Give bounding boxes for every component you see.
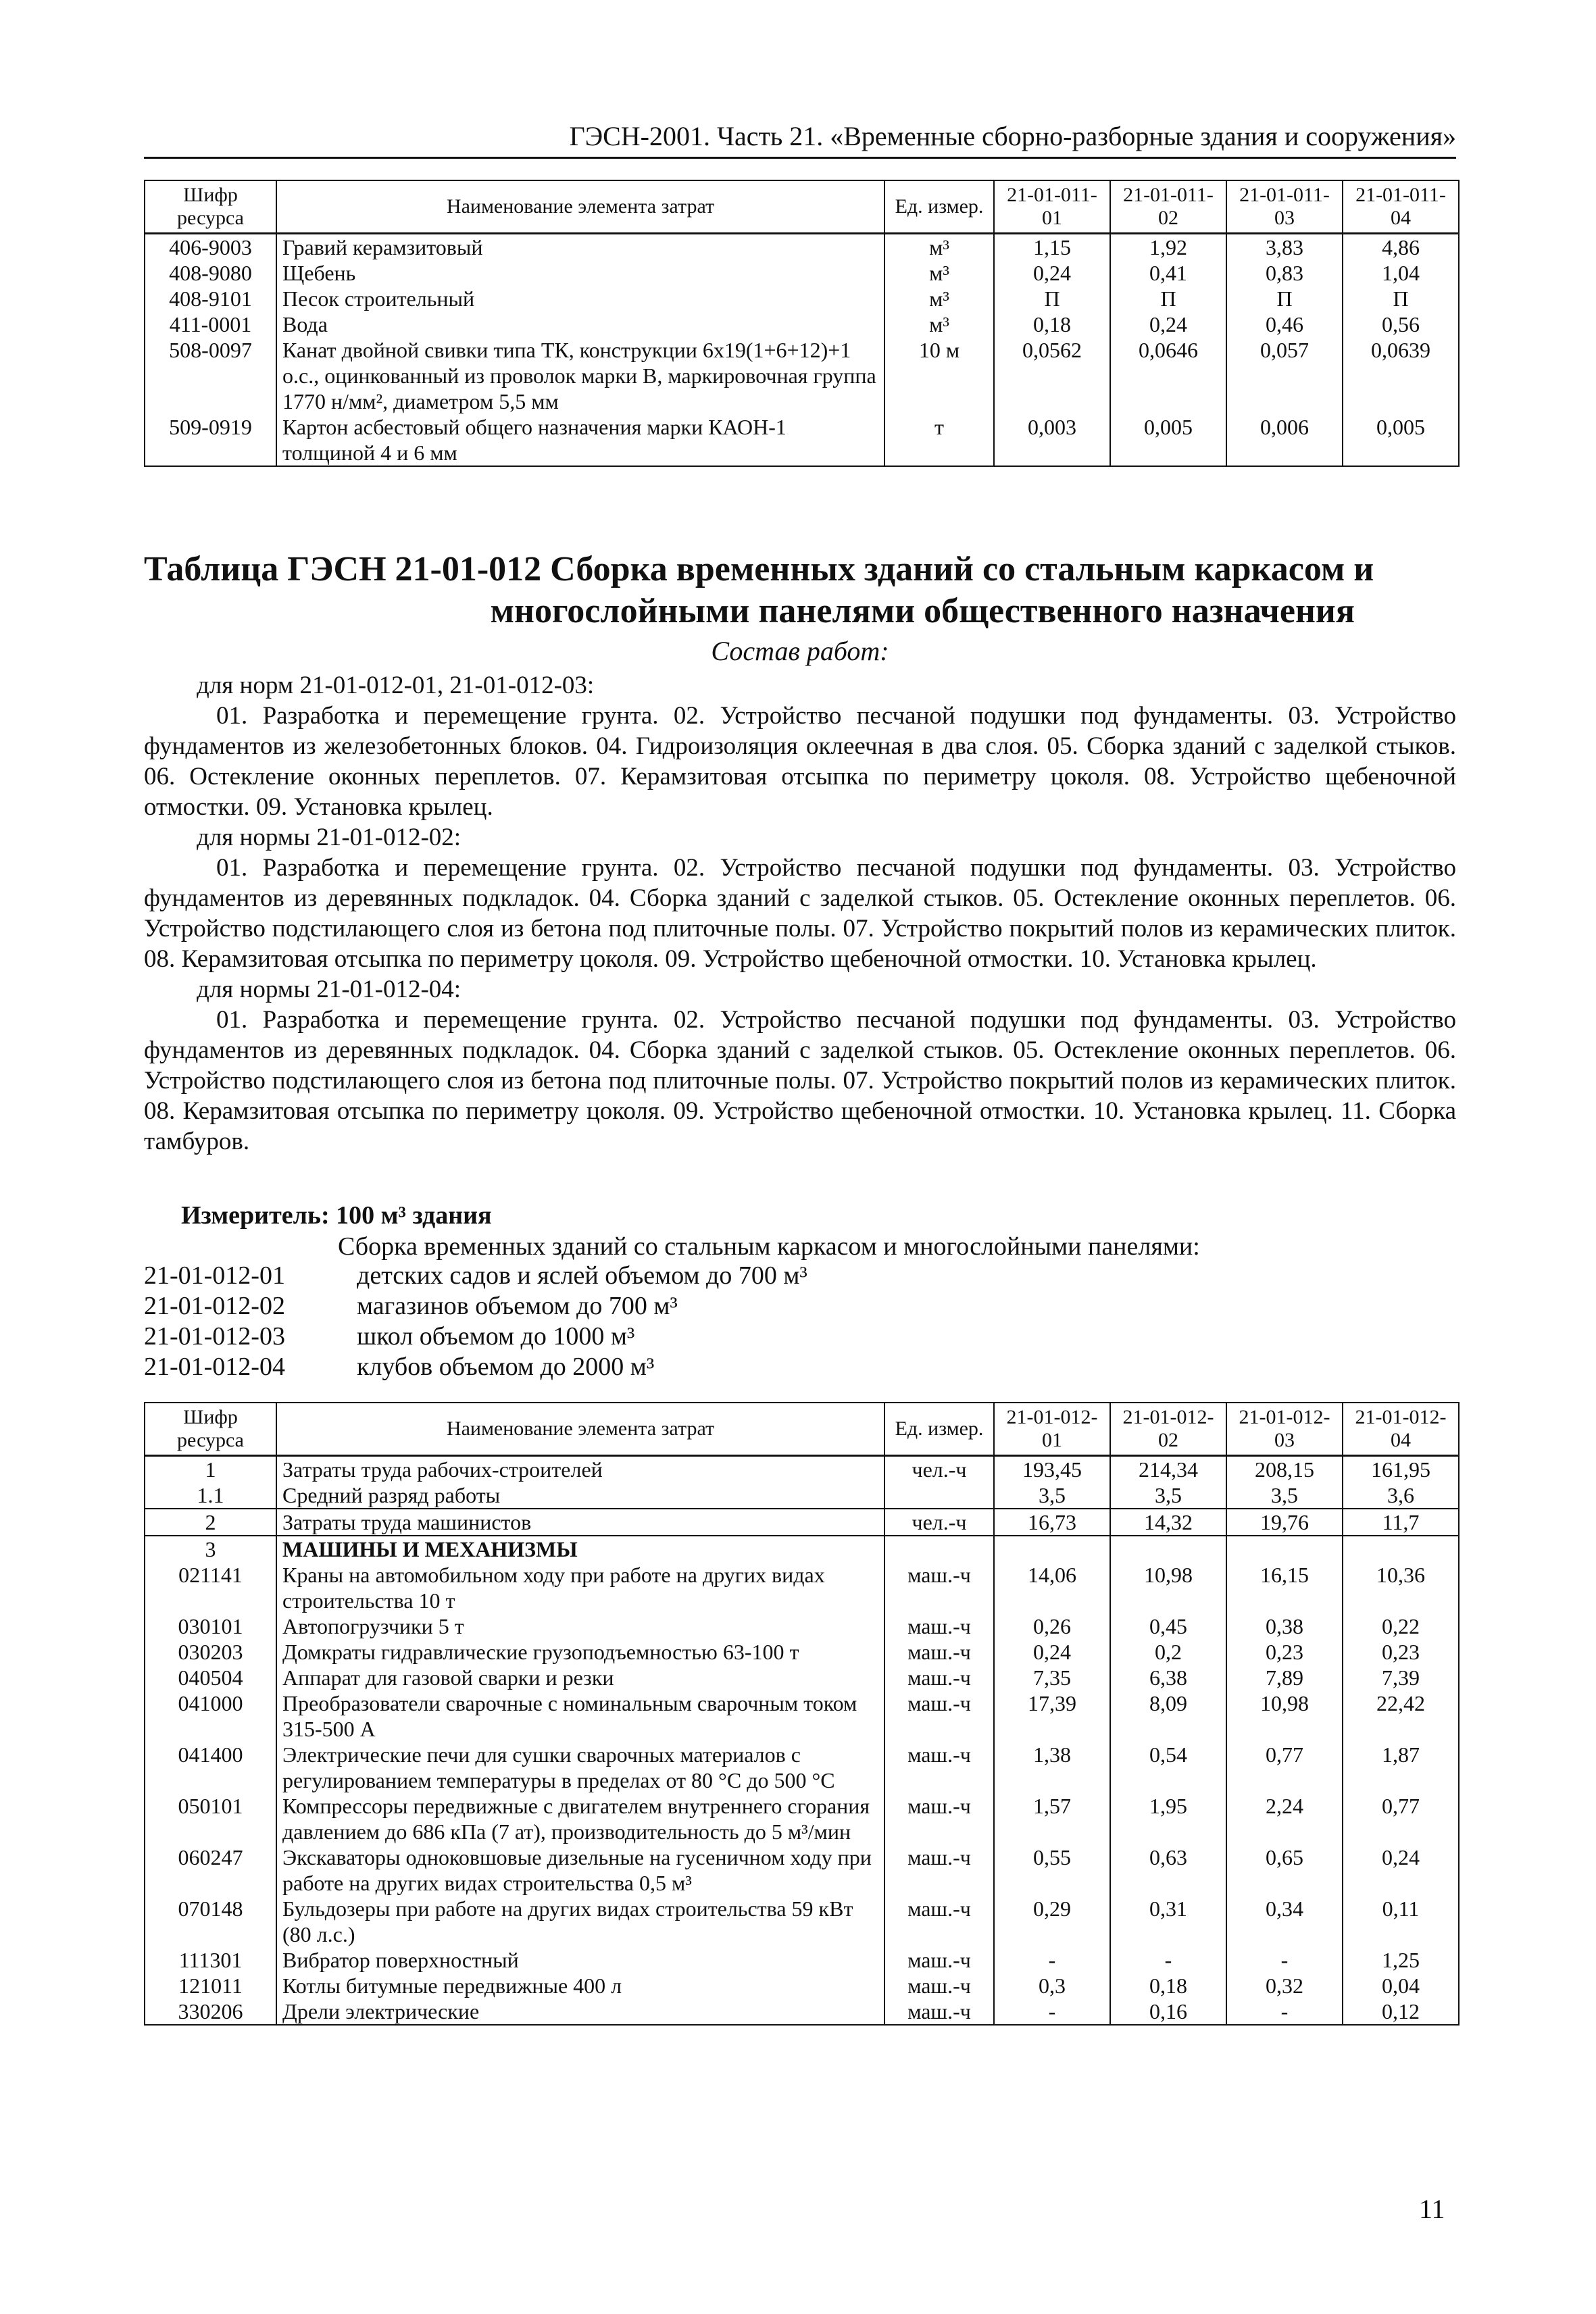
resource-code-cell: 060247: [145, 1844, 276, 1896]
norm-variant-code: 21-01-012-01: [144, 1261, 285, 1290]
norm-value-cell: 0,77: [1343, 1793, 1459, 1844]
cost-element-name-cell: Преобразователи сварочные с номинальным сварочным током 315-500 А: [276, 1690, 884, 1742]
cost-element-name-cell: Картон асбестовый общего назначения марки КАОН-1 толщиной 4 и 6 мм: [276, 414, 884, 466]
unit-cell: м³: [884, 311, 994, 337]
norm-value-cell: 0,65: [1226, 1844, 1343, 1896]
resource-code-cell: 408-9101: [145, 286, 276, 311]
norm-value-cell: П: [1226, 286, 1343, 311]
works-list: 01. Разработка и перемещение грунта. 02. Устройство песчаной подушки под фундаменты. 03. Устройство фундаментов из деревянных подкладок. 04. Сборка зданий с заделкой стыков. 05. Остекление оконных переплетов. 06. Устройство подстилающего слоя из бетона под плиточные полы. 07. Устройство покрытий полов из керамических плиток. 08. Керамзитовая отсыпка по периметру цоколя. 09. Устройство щебеночной отмостки. 10. Установка крылец.: [144, 854, 1456, 973]
norm-value-cell: 0,003: [994, 414, 1110, 466]
norm-value-cell: 1,92: [1110, 234, 1226, 261]
table-row: [145, 311, 1459, 337]
resource-code-cell: 050101: [145, 1793, 276, 1844]
unit-cell: маш.-ч: [884, 1896, 994, 1947]
column-header: Шифр ресурса: [145, 1403, 276, 1456]
norm-value-cell: 10,98: [1226, 1690, 1343, 1742]
unit-cell: т: [884, 414, 994, 466]
unit-cell: маш.-ч: [884, 1793, 994, 1844]
column-header: 21-01-012-01: [994, 1403, 1110, 1456]
norm-value-cell: 3,5: [1110, 1482, 1226, 1509]
norm-value-cell: 8,09: [1110, 1690, 1226, 1742]
column-header: Ед. измер.: [884, 180, 994, 234]
table-row: [145, 1844, 1459, 1896]
resource-code-cell: 030101: [145, 1613, 276, 1639]
table-row: [145, 1562, 1459, 1613]
norm-value-cell: 0,0646: [1110, 337, 1226, 414]
table-row: [145, 1690, 1459, 1742]
norm-value-cell: 0,006: [1226, 414, 1343, 466]
resource-code-cell: 408-9080: [145, 260, 276, 286]
column-header: Наименование элемента затрат: [276, 180, 884, 234]
norm-variant-code: 21-01-012-02: [144, 1292, 285, 1320]
cost-element-name-cell: Вибратор поверхностный: [276, 1947, 884, 1973]
norm-value-cell: 14,32: [1110, 1509, 1226, 1536]
norm-value-cell: -: [1226, 1947, 1343, 1973]
cost-element-name-cell: Автопогрузчики 5 т: [276, 1613, 884, 1639]
norm-value-cell: 3,6: [1343, 1482, 1459, 1509]
norm-value-cell: -: [1226, 1998, 1343, 2025]
table-row: [145, 1947, 1459, 1973]
norm-variant: [144, 1352, 807, 1382]
norm-variant-code: 21-01-012-04: [144, 1353, 285, 1381]
cost-element-name-cell: Котлы битумные передвижные 400 л: [276, 1973, 884, 1998]
norm-variant-text: клубов объемом до 2000 м³: [357, 1353, 655, 1381]
table-row: [145, 1998, 1459, 2025]
norm-value-cell: 0,29: [994, 1896, 1110, 1947]
table-row: [145, 1456, 1459, 1483]
table-title-line-1: Таблица ГЭСН 21-01-012 Сборка временных зданий со стальным каркасом и: [144, 550, 1374, 588]
cost-element-name-cell: Дрели электрические: [276, 1998, 884, 2025]
works-list: 01. Разработка и перемещение грунта. 02. Устройство песчаной подушки под фундаменты. 03. Устройство фундаментов из деревянных подкладок. 04. Сборка зданий с заделкой стыков. 05. Остекление оконных переплетов. 06. Устройство подстилающего слоя из бетона под плиточные полы. 07. Устройство покрытий полов из керамических плиток. 08. Керамзитовая отсыпка по периметру цоколя. 09. Устройство щебеночной отмостки. 10. Установка крылец. 11. Сборка тамбуров.: [144, 1006, 1456, 1155]
norm-value-cell: 0,23: [1343, 1639, 1459, 1665]
norm-value-cell: 0,31: [1110, 1896, 1226, 1947]
resource-table-011: [144, 180, 1460, 467]
column-header: Наименование элемента затрат: [276, 1403, 884, 1456]
column-header: 21-01-011-02: [1110, 180, 1226, 234]
norm-value-cell: -: [994, 1998, 1110, 2025]
unit-cell: маш.-ч: [884, 1562, 994, 1613]
norm-value-cell: -: [994, 1947, 1110, 1973]
norm-value-cell: 6,38: [1110, 1665, 1226, 1690]
column-header: 21-01-012-03: [1226, 1403, 1343, 1456]
norm-value-cell: 19,76: [1226, 1509, 1343, 1536]
table-title-line-2: многослойными панелями общественного назначения: [490, 592, 1355, 630]
norm-value-cell: 1,87: [1343, 1742, 1459, 1793]
norm-value-cell: 0,54: [1110, 1742, 1226, 1793]
norm-value-cell: 22,42: [1343, 1690, 1459, 1742]
measure-unit: Измеритель: 100 м³ здания: [181, 1201, 492, 1230]
resource-code-cell: 1.1: [145, 1482, 276, 1509]
norms-reference: для нормы 21-01-012-04:: [197, 976, 462, 1003]
unit-cell: маш.-ч: [884, 1998, 994, 2025]
norm-value-cell: 0,0562: [994, 337, 1110, 414]
column-header: Ед. измер.: [884, 1403, 994, 1456]
norm-value-cell: 0,45: [1110, 1613, 1226, 1639]
cost-element-name-cell: Затраты труда машинистов: [276, 1509, 884, 1536]
norm-value-cell: П: [994, 286, 1110, 311]
resource-code-cell: 508-0097: [145, 337, 276, 414]
norm-value-cell: [994, 1536, 1110, 1562]
norm-value-cell: 193,45: [994, 1456, 1110, 1483]
norm-value-cell: 1,38: [994, 1742, 1110, 1793]
column-header: 21-01-011-04: [1343, 180, 1459, 234]
running-header: ГЭСН-2001. Часть 21. «Временные сборно-разборные здания и сооружения»: [144, 120, 1456, 159]
norm-value-cell: [1226, 1536, 1343, 1562]
norm-value-cell: П: [1110, 286, 1226, 311]
resource-code-cell: 330206: [145, 1998, 276, 2025]
norm-value-cell: 0,04: [1343, 1973, 1459, 1998]
composition-label: Состав работ:: [711, 636, 889, 666]
norm-value-cell: 16,15: [1226, 1562, 1343, 1613]
norm-value-cell: 1,95: [1110, 1793, 1226, 1844]
unit-cell: маш.-ч: [884, 1613, 994, 1639]
cost-element-name-cell: Затраты труда рабочих-строителей: [276, 1456, 884, 1483]
table-row: [145, 1665, 1459, 1690]
norm-value-cell: 11,7: [1343, 1509, 1459, 1536]
unit-cell: м³: [884, 286, 994, 311]
column-header: 21-01-012-04: [1343, 1403, 1459, 1456]
table-row: [145, 414, 1459, 466]
norm-value-cell: 0,41: [1110, 260, 1226, 286]
norm-variant: [144, 1261, 807, 1291]
norm-value-cell: 161,95: [1343, 1456, 1459, 1483]
norm-value-cell: 17,39: [994, 1690, 1110, 1742]
norm-value-cell: 208,15: [1226, 1456, 1343, 1483]
table-row: [145, 260, 1459, 286]
table-row: [145, 1536, 1459, 1562]
norm-value-cell: 10,98: [1110, 1562, 1226, 1613]
norm-value-cell: 3,5: [1226, 1482, 1343, 1509]
unit-cell: маш.-ч: [884, 1844, 994, 1896]
table-title: [144, 549, 1456, 632]
unit-cell: чел.-ч: [884, 1509, 994, 1536]
norm-value-cell: 0,005: [1343, 414, 1459, 466]
norm-variant: [144, 1291, 807, 1322]
column-header: 21-01-011-01: [994, 180, 1110, 234]
norm-value-cell: 0,22: [1343, 1613, 1459, 1639]
measure-intro: Сборка временных зданий со стальным каркасом и многослойными панелями:: [338, 1232, 1200, 1261]
column-header: Шифр ресурса: [145, 180, 276, 234]
unit-cell: маш.-ч: [884, 1742, 994, 1793]
norm-value-cell: 1,25: [1343, 1947, 1459, 1973]
norm-value-cell: 0,34: [1226, 1896, 1343, 1947]
norm-value-cell: 0,83: [1226, 260, 1343, 286]
norm-value-cell: 7,35: [994, 1665, 1110, 1690]
norm-value-cell: П: [1343, 286, 1459, 311]
norms-reference: для нормы 21-01-012-02:: [197, 824, 462, 851]
norm-value-cell: 0,12: [1343, 1998, 1459, 2025]
norm-value-cell: 214,34: [1110, 1456, 1226, 1483]
resource-code-cell: 2: [145, 1509, 276, 1536]
table-row: [145, 1896, 1459, 1947]
norm-value-cell: 10,36: [1343, 1562, 1459, 1613]
resource-code-cell: 406-9003: [145, 234, 276, 261]
norm-value-cell: 3,83: [1226, 234, 1343, 261]
resource-table-012: [144, 1402, 1460, 2026]
norm-value-cell: 7,89: [1226, 1665, 1343, 1690]
cost-element-name-cell: Бульдозеры при работе на других видах строительства 59 кВт (80 л.с.): [276, 1896, 884, 1947]
resource-code-cell: 070148: [145, 1896, 276, 1947]
norm-value-cell: 16,73: [994, 1509, 1110, 1536]
norm-value-cell: 1,15: [994, 234, 1110, 261]
unit-cell: маш.-ч: [884, 1973, 994, 1998]
works-list: 01. Разработка и перемещение грунта. 02. Устройство песчаной подушки под фундаменты. 03. Устройство фундаментов из железобетонных блоков. 04. Гидроизоляция оклеечная в два слоя. 05. Сборка зданий с заделкой стыков. 06. Остекление оконных переплетов. 07. Керамзитовая отсыпка по периметру цоколя. 08. Устройство щебеночной отмостки. 09. Установка крылец.: [144, 702, 1456, 821]
norm-value-cell: 0,24: [1343, 1844, 1459, 1896]
norm-value-cell: 0,18: [994, 311, 1110, 337]
resource-code-cell: 121011: [145, 1973, 276, 1998]
norm-value-cell: 0,005: [1110, 414, 1226, 466]
cost-element-name-cell: Краны на автомобильном ходу при работе на других видах строительства 10 т: [276, 1562, 884, 1613]
norm-value-cell: 0,3: [994, 1973, 1110, 1998]
norm-variant-code: 21-01-012-03: [144, 1322, 285, 1351]
norm-value-cell: 0,55: [994, 1844, 1110, 1896]
norm-value-cell: 0,18: [1110, 1973, 1226, 1998]
norm-value-cell: 0,2: [1110, 1639, 1226, 1665]
norm-value-cell: 0,11: [1343, 1896, 1459, 1947]
table-row: [145, 1482, 1459, 1509]
cost-element-name-cell: Гравий керамзитовый: [276, 234, 884, 261]
norm-value-cell: 0,24: [1110, 311, 1226, 337]
table-row: [145, 234, 1459, 261]
unit-cell: маш.-ч: [884, 1665, 994, 1690]
page-number: 11: [1419, 2194, 1445, 2224]
norm-value-cell: 0,16: [1110, 1998, 1226, 2025]
norm-value-cell: [1343, 1536, 1459, 1562]
norm-value-cell: 0,63: [1110, 1844, 1226, 1896]
norm-value-cell: 0,77: [1226, 1742, 1343, 1793]
norms-reference: для норм 21-01-012-01, 21-01-012-03:: [197, 672, 595, 699]
table-row: [145, 1509, 1459, 1536]
cost-element-name-cell: Средний разряд работы: [276, 1482, 884, 1509]
norm-value-cell: 14,06: [994, 1562, 1110, 1613]
unit-cell: 10 м: [884, 337, 994, 414]
cost-element-name-cell: Компрессоры передвижные с двигателем внутреннего сгорания давлением до 686 кПа (7 ат), производительность до 5 м³/мин: [276, 1793, 884, 1844]
unit-cell: чел.-ч: [884, 1456, 994, 1483]
resource-code-cell: 041400: [145, 1742, 276, 1793]
cost-element-name-cell: Щебень: [276, 260, 884, 286]
table-row: [145, 337, 1459, 414]
norm-variant-text: детских садов и яслей объемом до 700 м³: [357, 1261, 807, 1290]
table-row: [145, 1742, 1459, 1793]
unit-cell: [884, 1482, 994, 1509]
resource-code-cell: 041000: [145, 1690, 276, 1742]
table-row: [145, 1973, 1459, 1998]
norm-value-cell: 0,38: [1226, 1613, 1343, 1639]
table-header-row: [145, 180, 1459, 234]
resource-code-cell: 021141: [145, 1562, 276, 1613]
norm-value-cell: 0,56: [1343, 311, 1459, 337]
table-header-row: [145, 1403, 1459, 1456]
cost-element-name-cell: Электрические печи для сушки сварочных материалов с регулированием температуры в пределах от 80 °С до 500 °С: [276, 1742, 884, 1793]
resource-code-cell: 030203: [145, 1639, 276, 1665]
norm-value-cell: 2,24: [1226, 1793, 1343, 1844]
unit-cell: м³: [884, 234, 994, 261]
norm-value-cell: 0,24: [994, 260, 1110, 286]
unit-cell: [884, 1536, 994, 1562]
norm-variant: [144, 1322, 807, 1352]
norm-value-cell: 0,0639: [1343, 337, 1459, 414]
unit-cell: м³: [884, 260, 994, 286]
norm-value-cell: 0,32: [1226, 1973, 1343, 1998]
norm-value-cell: 1,04: [1343, 260, 1459, 286]
works-composition: [144, 670, 1456, 1157]
resource-code-cell: 040504: [145, 1665, 276, 1690]
unit-cell: маш.-ч: [884, 1947, 994, 1973]
cost-element-name-cell: МАШИНЫ И МЕХАНИЗМЫ: [276, 1536, 884, 1562]
resource-code-cell: 111301: [145, 1947, 276, 1973]
norm-value-cell: 7,39: [1343, 1665, 1459, 1690]
norm-variant-text: школ объемом до 1000 м³: [357, 1322, 635, 1351]
norm-variant-text: магазинов объемом до 700 м³: [357, 1292, 678, 1320]
norm-value-cell: 0,26: [994, 1613, 1110, 1639]
norm-value-cell: 0,24: [994, 1639, 1110, 1665]
resource-code-cell: 3: [145, 1536, 276, 1562]
norm-value-cell: 4,86: [1343, 234, 1459, 261]
norm-value-cell: 1,57: [994, 1793, 1110, 1844]
norm-value-cell: 3,5: [994, 1482, 1110, 1509]
table-row: [145, 286, 1459, 311]
cost-element-name-cell: Песок строительный: [276, 286, 884, 311]
cost-element-name-cell: Вода: [276, 311, 884, 337]
norm-value-cell: -: [1110, 1947, 1226, 1973]
cost-element-name-cell: Домкраты гидравлические грузоподъемностью 63-100 т: [276, 1639, 884, 1665]
column-header: 21-01-012-02: [1110, 1403, 1226, 1456]
resource-code-cell: 1: [145, 1456, 276, 1483]
norm-value-cell: [1110, 1536, 1226, 1562]
resource-code-cell: 411-0001: [145, 311, 276, 337]
norm-value-cell: 0,057: [1226, 337, 1343, 414]
cost-element-name-cell: Аппарат для газовой сварки и резки: [276, 1665, 884, 1690]
cost-element-name-cell: Канат двойной свивки типа ТК, конструкции 6х19(1+6+12)+1 о.с., оцинкованный из проволок марки В, маркировочная группа 1770 н/мм², диаметром 5,5 мм: [276, 337, 884, 414]
table-row: [145, 1639, 1459, 1665]
resource-code-cell: 509-0919: [145, 414, 276, 466]
table-row: [145, 1613, 1459, 1639]
cost-element-name-cell: Экскаваторы одноковшовые дизельные на гусеничном ходу при работе на других видах строительства 0,5 м³: [276, 1844, 884, 1896]
table-row: [145, 1793, 1459, 1844]
column-header: 21-01-011-03: [1226, 180, 1343, 234]
norm-variants-list: [144, 1261, 807, 1382]
norm-value-cell: 0,46: [1226, 311, 1343, 337]
unit-cell: маш.-ч: [884, 1639, 994, 1665]
norm-value-cell: 0,23: [1226, 1639, 1343, 1665]
unit-cell: маш.-ч: [884, 1690, 994, 1742]
